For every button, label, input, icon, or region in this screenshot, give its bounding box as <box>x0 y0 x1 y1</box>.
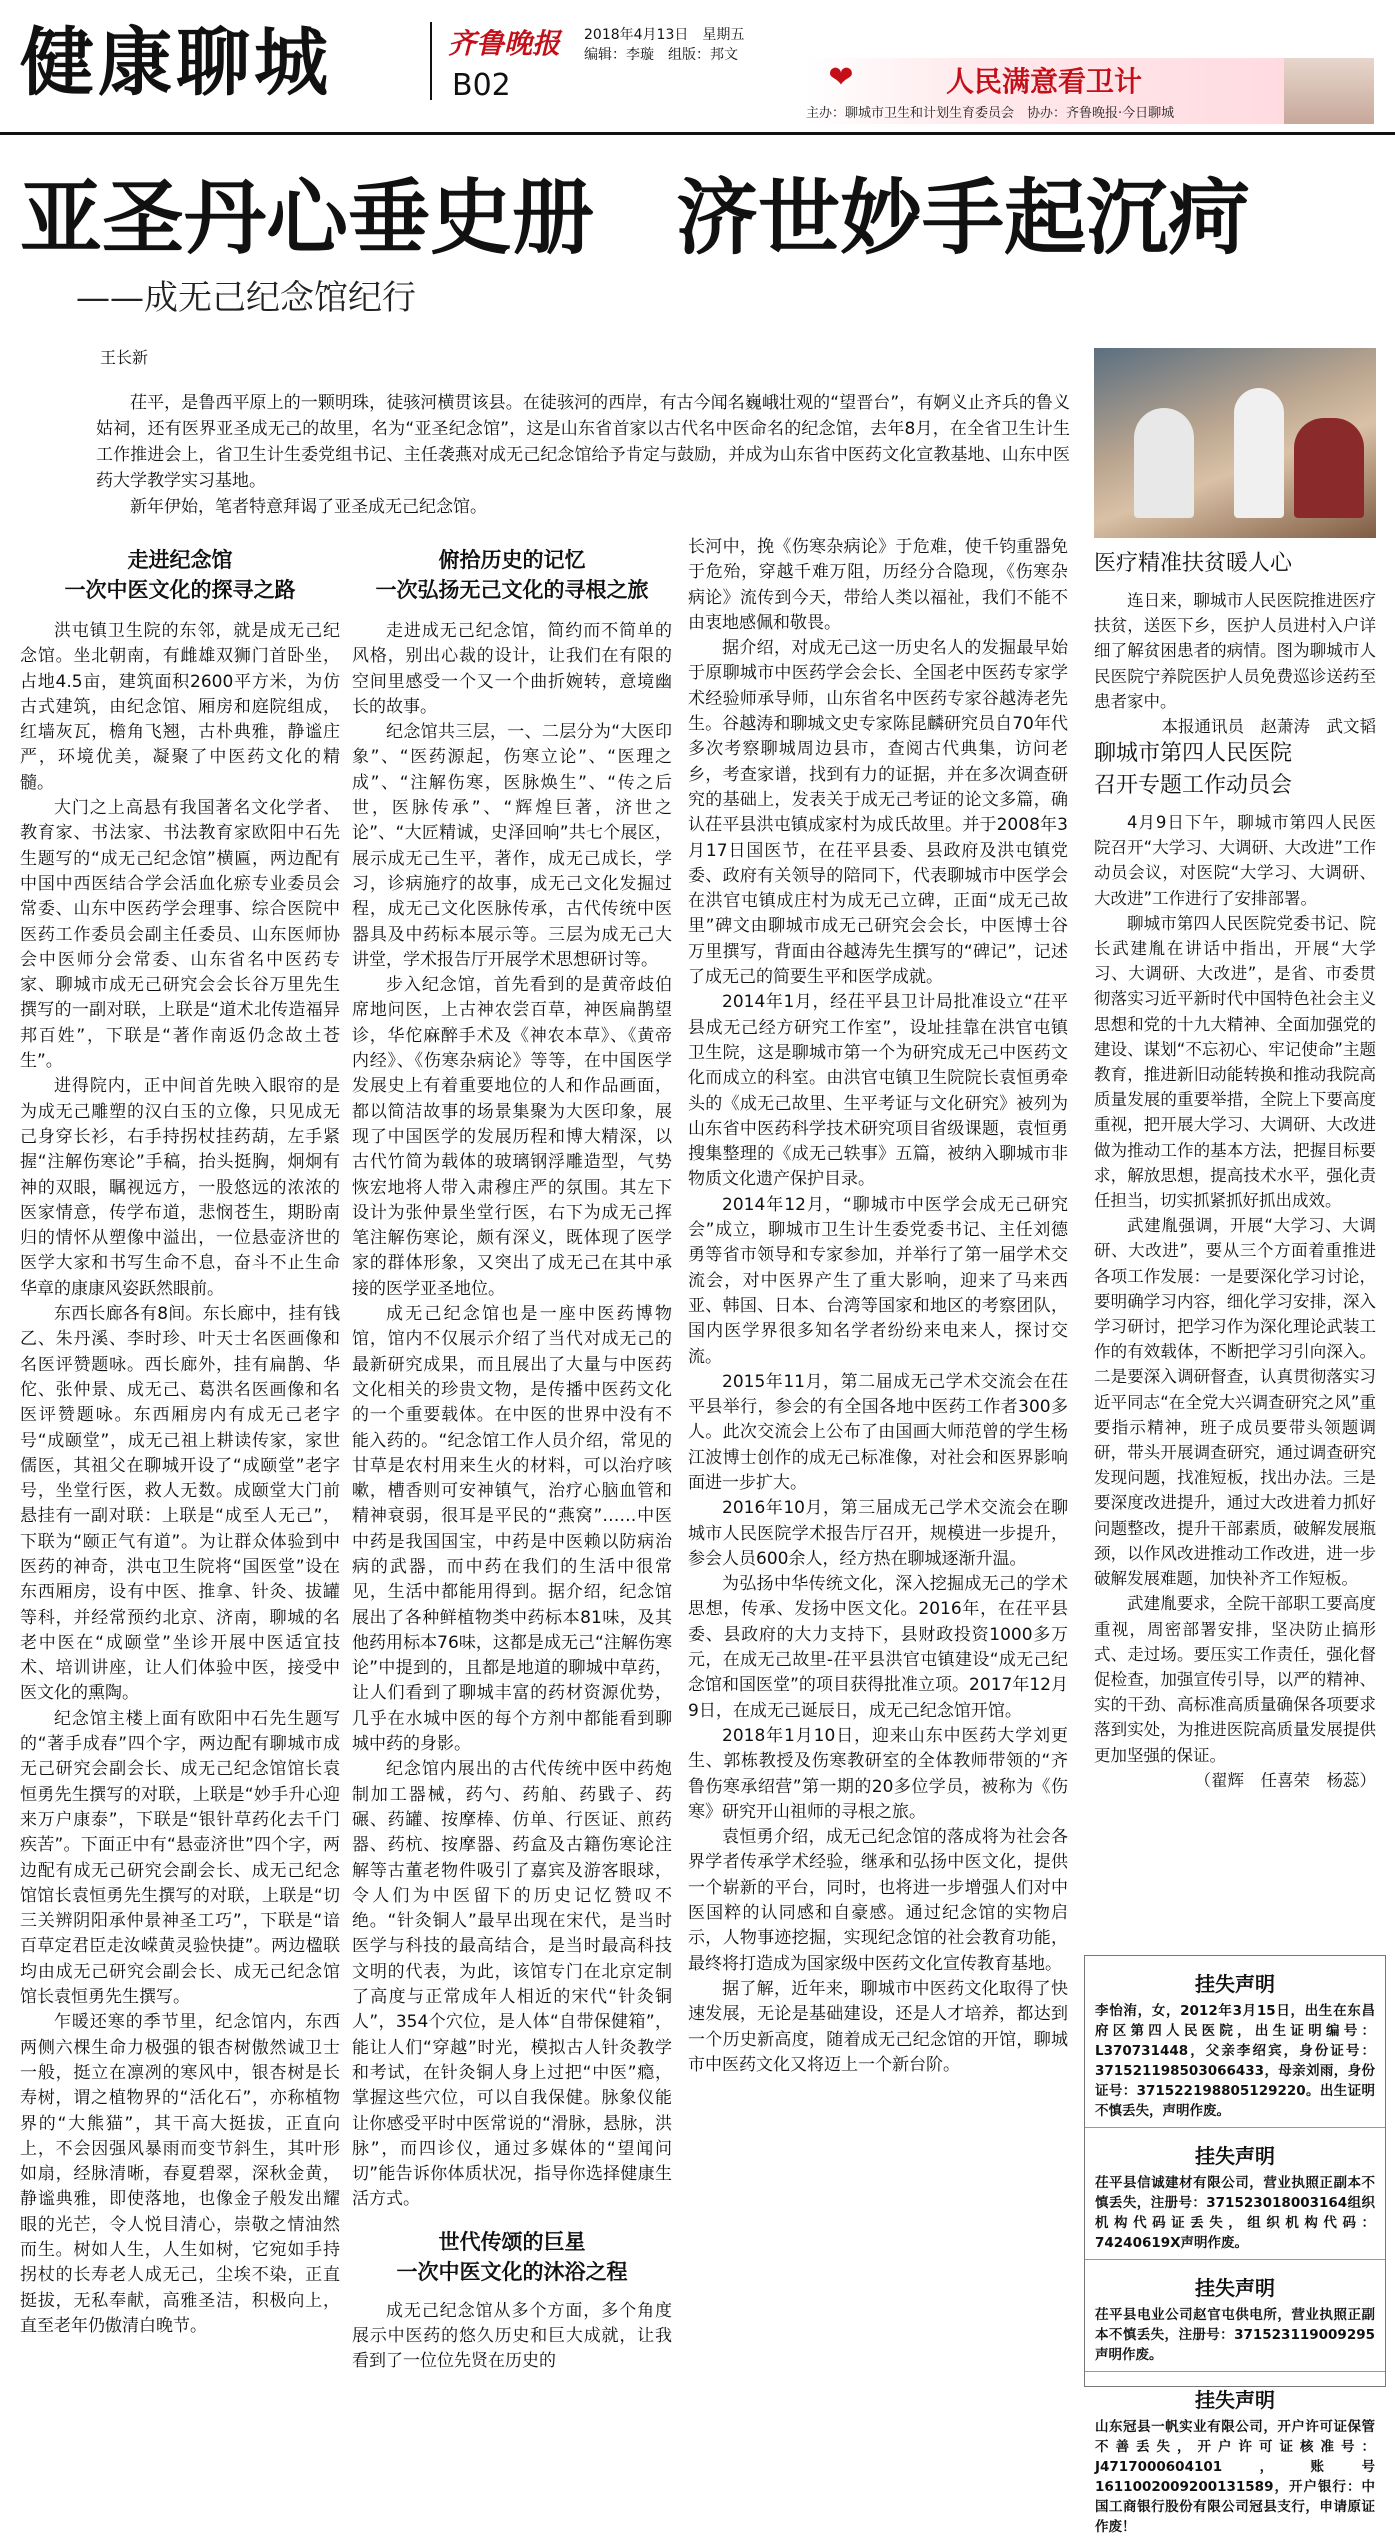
notice-title: 挂失声明 <box>1195 2144 1275 2168</box>
paragraph: 进得院内，正中间首先映入眼帘的是为成无己雕塑的汉白玉的立像，只见成无己身穿长衫，右手持拐杖挂药葫，左手紧握“注解伤寒论”手稿，抬头挺胸，炯炯有神的双眼，瞩视远方，一股悠远的浓浓的医家情意，传学布道，悲悯苍生，期盼南归的情怀从塑像中溢出，一位悬壶济世的医学大家和书写生命不息，奋斗不止生命华章的康康风姿跃然眼前。 <box>20 1076 340 1299</box>
notice-divider <box>1085 2127 1385 2128</box>
notice-divider <box>1085 2371 1385 2372</box>
banner-ad-title: 人民满意看卫计 <box>946 65 1143 98</box>
paper-name: 齐鲁晚报 <box>448 27 561 60</box>
notice-body: 李怡洧，女，2012年3月15日，出生在东昌府区第四人民医院，出生证明编号：L370731448，父亲李绍宾，身份证号：37152119850306​6433，母亲刘雨，身份证号：371522198805129220。出生证明不慎丢失，声明作废。 <box>1095 2003 1375 2119</box>
photo-figure <box>1234 388 1284 518</box>
article-intro <box>96 390 1070 520</box>
sidebar-story-title: 医疗精准扶贫暖人心 <box>1094 551 1293 576</box>
paragraph: 成无己纪念馆也是一座中医药博物馆，馆内不仅展示介绍了当代对成无己的最新研究成果，而且展出了大量与中医药文化相关的珍贵文物，是传播中医药文化的一个重要载体。在中医的世界中没有不能入药的。“纪念馆工作人员介绍，常见的甘草是农村用来生火的材料，可以治疗咳嗽，槽香则可安神镇气，治疗心脑血管和精神衰弱，很耳是平民的“燕窝”……中医中药是我国国宝，中药是中医赖以防病治病的武器，而中药在我们的生活中很常见，生活中都能用得到。据介绍，纪念馆展出了各种鲜植物类中药标本81味，及其他药用标本76味，这都是成无己“注解伤寒论”中提到的，且都是地道的聊城中草药，让人们看到了聊城丰富的药材资源优势，几乎在水城中医的每个方剂中都能看到聊城中药的身影。 <box>352 1304 672 1755</box>
sidebar-story-1 <box>1094 548 1376 739</box>
photo-figure <box>1134 408 1194 518</box>
notice-title: 挂失声明 <box>1195 1972 1275 1996</box>
paragraph: 2015年11月，第二届成无己学术交流会在茌平县举行，参会的有全国各地中医药工作者300多人。此次交流会上公布了由国画大师范曾的学生杨江波博士创作的成无己标准像，对社会和医界影响面进一步扩大。 <box>688 1371 1068 1493</box>
notice-divider <box>1085 2259 1385 2260</box>
sidebar-story-title: 召开专题工作动员会 <box>1094 773 1293 798</box>
paragraph: 洪屯镇卫生院的东邻，就是成无己纪念馆。坐北朝南，有雌雄双狮门首卧坐，占地4.5亩，建筑面积2600平方米，为仿古式建筑，由纪念馆、厢房和庭院组成，红墙灰瓦，檐角飞翘，古朴典雅，静谧庄严，环境优美，凝聚了中医药文化的精髓。 <box>20 621 340 793</box>
banner-ad-sponsor: 主办：聊城市卫生和计划生育委员会 协办：齐鲁晚报·今日聊城 <box>806 106 1175 121</box>
notice-body: 山东冠县一帆实业有限公司，开户许可证保管不善丢失，开户许可证核准号：J4717000604101，账号16110020092001315​89，开户银行：中国工商银行股份有限公司冠县支行，申请原证作废！ <box>1095 2419 1375 2535</box>
paragraph: 2014年12月，“聊城市中医学会成无己研究会”成立，聊城市卫生计生委党委书记、主任刘德勇等省市领导和专家参加，并举行了第一届学术交流会，对中医界产生了重大影响，迎来了马来西亚、韩国、日本、台湾等国家和地区的考察团队，国内医学界很多知名学者纷纷来电来人，探讨交流。 <box>688 1194 1068 1367</box>
paragraph: 走进成无己纪念馆，简约而不简单的风格，别出心裁的设计，让我们在有限的空间里感受一个又一个曲折婉转，意境幽长的故事。 <box>352 621 672 717</box>
paragraph: 据介绍，对成无己这一历史名人的发掘最早始于原聊城市中医药学会会长、全国老中医药专家学术经验师承导师，山东省名中医药专家谷越涛老先生。谷越涛和聊城文史专家陈昆麟研究员自70年代多次考察聊城周边县市，查阅古代典集，访问老乡，考查家谱，找到有力的证据，并在多次调查研究的基础上，发表关于成无己考证的论文多篇，确认茌平县洪屯镇成家村为成氏故里。并于2008年3月17日国医节，在茌平县委、县政府及洪屯镇党委、政府有关领导的陪同下，代表聊城市中医学会在洪官屯镇成庄村为成无己立碑，正面“成无己故里”碑文由聊城市成无己研究会会长，中医博士谷万里撰写，背面由谷越涛先生撰写的“碑记”，记述了成无己的简要生平和医学成就。 <box>688 638 1068 988</box>
article-column-2 <box>352 545 672 2375</box>
paragraph: 成无己纪念馆从多个方面，多个角度展示中医药的悠久历史和巨大成就，让我看到了一位位先贤在历史的 <box>352 2300 672 2372</box>
section-heading: 走进纪念馆 <box>127 547 233 572</box>
author: 王长新 <box>100 348 149 367</box>
issue-date: 2018年4月13日 星期五 <box>584 27 745 43</box>
section-subheading: 一次弘扬无己文化的寻根之旅 <box>375 577 649 602</box>
section-heading: 俯拾历史的记忆 <box>438 547 586 572</box>
notice-title: 挂失声明 <box>1195 2276 1275 2300</box>
paragraph: 大门之上高悬有我国著名文化学者、教育家、书法家、书法教育家欧阳中石先生题写的“成无己纪念馆”横匾，两边配有中国中西医结合学会活血化瘀专业委员会常委、山东中医药学会理事、综合医院中医药工作委员会副主任委员、山东医师协会中医师分会常委、山东省名中医药专家、聊城市成无己研究会会长谷万里先生撰写的一副对联，上联是“道术北传造福异邦百姓”，下联是“著作南返仍念故土苍生”。 <box>20 798 340 1072</box>
section-title: 健康聊城 <box>20 20 332 106</box>
section-heading: 世代传颂的巨星 <box>438 2228 586 2254</box>
paragraph: 纪念馆共三层，一、二层分为“大医印象”、“医药源起，伤寒立论”、“医理之成”、“注解伤寒，医脉焕生”、“传之后世，医脉传承”、“辉煌巨著，济世之论”、“大匠精诚，史泽回响”共七个展区，展示成无己生平，著作，成无己成长，学习，诊病施疗的故事，成无己文化发掘过程，成无己文化医脉传承，古代传统中医器具及中药标本展示等。三层为成无己大讲堂，学术报告厅开展学术思想研讨等。 <box>352 722 672 970</box>
paragraph: 乍暖还寒的季节里，纪念馆内，东西两侧六棵生命力极强的银杏树傲然诚卫士一般，挺立在凛冽的寒风中，银杏树是长寿树，谓之植物界的“活化石”，亦称植物界的“大熊猫”，其干高大挺拔，正直向上，不会因强风暴雨而变节斜生，其叶形如扇，经脉清晰，春夏碧翠，深秋金黄，静谧典雅，即使落地，也像金子般发出耀眼的光芒，令人悦目清心，崇敬之情油然而生。树如人生，人生如树，它宛如手持拐杖的长寿老人成无己，尘埃不染，正直挺拔，无私奉献，高雅圣洁，积极向上，直至老年仍傲清白晚节。 <box>20 2012 340 2336</box>
paragraph: 连日来，聊城市人民医院推进医疗扶贫，送医下乡，医护人员进村入户详细了解贫困患者的病情。图为聊城市人民医院宁养院医护人员免费巡诊送药至患者家中。 <box>1094 591 1376 711</box>
top-rule <box>0 132 1395 135</box>
banner-ad-photo <box>1284 58 1374 124</box>
sidebar-story-2 <box>1094 738 1376 1793</box>
news-photo <box>1094 348 1376 538</box>
paragraph: 纪念馆内展出的古代传统中医中药炮制加工器械，药勺、药舶、药戥子、药碾、药罐、按摩棒、仿单、行医证、煎药器、药杭、按摩器、药盒及古籍伤寒论注解等古董老物件吸引了嘉宾及游客眼球，令人们为中医留下的历史记忆赞叹不绝。“针灸铜人”最早出现在宋代，是当时医学与科技的最高结合，是当时最高科技文明的代表，为此，该馆专门在北京定制了高度与正常成年人相近的宋代“针灸铜人”，354个穴位，是人体“自带保健箱”，能让人们“穿越”时光，模拟古人针灸教学和考试，在针灸铜人身上过把“中医”瘾，掌握这些穴位，可以自我保健。脉象仪能让你感受平时中医常说的“滑脉，悬脉，洪脉”，而四诊仪，通过多媒体的“望闻问切”能告诉你体质状况，指导你选择健康生活方式。 <box>352 1759 672 2210</box>
headline: 亚圣丹心垂史册 济世妙手起沉疴 <box>20 170 1251 266</box>
banner-ad[interactable] <box>806 58 1374 124</box>
credit: （翟辉 任喜荣 杨蕊） <box>1194 1770 1376 1790</box>
paragraph: 据了解，近年来，聊城市中医药文化取得了快速发展，无论是基础建设，还是人才培养，都达到一个历史新高度，随着成无己纪念馆的开馆，聊城市中医药文化又将迈上一个新台阶。 <box>688 1978 1068 2075</box>
sidebar-story-title: 聊城市第四人民医院 <box>1094 741 1293 766</box>
article-column-1 <box>20 545 340 2339</box>
subheadline: ——成无己纪念馆纪行 <box>76 278 416 318</box>
paragraph: 袁恒勇介绍，成无己纪念馆的落成将为社会各界学者传承学术经验，继承和弘扬中医文化，提供一个崭新的平台，同时，也将进一步增强人们对中医国粹的认同感和自豪感。通过纪念馆的实物启示，人物事迹挖掘，实现纪念馆的社会教育功能，最终将打造成为国家级中医药文化宣传教育基地。 <box>688 1827 1068 1974</box>
masthead-divider <box>430 22 432 100</box>
paragraph: 2018年1月10日，迎来山东中医药大学刘更生、郭栋教授及伤寒教研室的全体教师带领的“齐鲁伤寒承绍营”第一期的20多位学员，被称为《伤寒》研究开山祖师的寻根之旅。 <box>688 1725 1068 1822</box>
paragraph: 2014年1月，经茌平县卫计局批准设立“茌平县成无己经方研究工作室”，设址挂靠在洪官屯镇卫生院，这是聊城市第一个为研究成无己中医药文化而成立的科室。由洪官屯镇卫生院院长袁恒勇牵头的《成无己故里、生平考证与文化研究》被列为山东省中医药科学技术研究项目省级课题，袁恒勇搜集整理的《成无己轶事》五篇，被纳入聊城市非物质文化遗产保护目录。 <box>688 992 1068 1190</box>
paragraph: 东西长廊各有8间。东长廊中，挂有钱乙、朱丹溪、李时珍、叶天士名医画像和名医评赞题咏。西长廊外，挂有扁鹊、华佗、张仲景、成无己、葛洪名医画像和名医评赞题咏。东西厢房内有成无己老字号“成颐堂”，成无己祖上耕读传家，家世儒医，其祖父在聊城开设了“成颐堂”老字号，坐堂行医，救人无数。成颐堂大门前悬挂有一副对联：上联是“成至人无己”，下联为“颐正气有道”。为让群众体验到中医药的神奇，洪屯卫生院将“国医堂”设在东西厢房，设有中医、推拿、针灸、拔罐等科，并经常预约北京、济南，聊城的名老中医在“成颐堂”坐诊开展中医适宜技术、培训讲座，让人们体验中医，接受中医文化的熏陶。 <box>20 1304 340 1704</box>
section-subheading: 一次中医文化的沐浴之程 <box>396 2258 628 2284</box>
paragraph: 为弘扬中华传统文化，深入挖掘成无己的学术思想，传承、发扬中医文化。2016年，在茌平县委、县政府的大力支持下，县财政投资1000多万元，在成无己故里-茌平县洪官屯镇建设“成无己纪念馆和国医堂”的项目获得批准立项。2017年12月9日，在成无己诞辰日，成无己纪念馆开馆。 <box>688 1574 1068 1721</box>
article-column-3 <box>688 535 1068 2078</box>
page-number: B02 <box>452 68 511 103</box>
notice-body: 茌平县信诚建材有限公司，营业执照正副本不慎丢失，注册号：371523018003164组织机构代码证丢失，组织机构代码：74240619X声明作废。 <box>1095 2175 1375 2251</box>
paragraph: 2016年10月，第三届成无己学术交流会在聊城市人民医院学术报告厅召开，规模进一步提升，参会人员600余人，经方热在聊城逐渐升温。 <box>688 1498 1068 1569</box>
paragraph: 聊城市第四人民医院党委书记、院长武建胤在讲话中指出，开展“大学习、大调研、大改进”，是省、市委贯彻落实习近平新时代中国特色社会主义思想和党的十九大精神、全面加强党的建设、谋划“不忘初心、牢记使命”主题教育，推进新旧动能转换和推动我院高质量发展的重要举措，全院上下要高度重视，把开展大学习、大调研、大改进做为推动工作的基本方法，把握目标要求，解放思想，提高技术水平，强化责任担当，切实抓紧抓好抓出成效。 <box>1094 913 1376 1211</box>
paragraph: 长河中，挽《伤寒杂病论》于危难，使千钧重器免于危殆，穿越千难万阻，历经分合隐现，《伤寒杂病论》流传到今天，带给人类以福祉，我们不能不由衷地感佩和敬畏。 <box>688 537 1068 633</box>
paragraph: 步入纪念馆，首先看到的是黄帝歧伯席地问医，上古神农尝百草，神医扁鹊望诊，华佗麻醉手术及《神农本草》、《黄帝内经》、《伤寒杂病论》等等，在中国医学发展史上有着重要地位的人和作品画面，都以简洁故事的场景集聚为大医印象，展现了中国医学的发展历程和博大精深，以古代竹简为载体的玻璃钢浮雕造型，气势恢宏地将人带入肃穆庄严的氛围。其左下设计为张仲景坐堂行医，右下为成无己挥笔注解伤寒论，颇有深义，既体现了医学家的群体形象，又突出了成无己在其中承接的医学亚圣地位。 <box>352 975 672 1299</box>
paragraph: 纪念馆主楼上面有欧阳中石先生题写的“著手成春”四个字，两边配有聊城市成无己研究会副会长、成无己纪念馆馆长袁恒勇先生撰写的对联，上联是“妙手升心迎来万户康泰”，下联是“银针草药化去千门疾苦”。下面正中有“悬壶济世”四个字，两边配有成无己研究会副会长、成无己纪念馆馆长袁恒勇先生撰写的对联，上联是“切三关辨阴阳承仲景神圣工巧”，下联是“谙百草定君臣走汝嵘黄灵验快捷”。两边楹联均由成无己研究会副会长、成无己纪念馆馆长袁恒勇先生撰写。 <box>20 1708 340 2008</box>
notice-body: 茌平县电业公司赵官屯供电所，营业执照正副本不慎丢失，注册号：371523119009295声明作废。 <box>1095 2307 1375 2363</box>
paragraph: 武建胤强调，开展“大学习、大调研、大改进”，要从三个方面着重推进各项工作发展：一是要深化学习讨论，要明确学习内容，细化学习安排，深入学习研讨，把学习作为深化理论武装工作的有效载体，不断把学习引向深入。二是要深入调研督查，认真贯彻落实习近平同志“在全党大兴调查研究之风”重要指示精神，班子成员要带头领题调研，带头开展调查研究，通过调查研究发现问题，找准短板，找出办法。三是要深度改进提升，通过大改进着力抓好问题整改，提升干部素质，破解发展瓶颈，以作风改进推动工作改进，进一步破解发展难题，加快补齐工作短板。 <box>1094 1216 1376 1589</box>
credit: 本报通讯员 赵萧涛 武文韬 <box>1161 717 1376 737</box>
paragraph: 4月9日下午，聊城市第四人民医院召开“大学习、大调研、大改进”工作动员会议，对医院“大学习、大调研、大改进”工作进行了安排部署。 <box>1094 813 1376 908</box>
photo-figure <box>1294 418 1364 518</box>
heart-icon: ❤ <box>828 60 854 95</box>
lost-notices-box <box>1084 1955 1386 2535</box>
notice-title: 挂失声明 <box>1195 2388 1275 2412</box>
intro-paragraph: 新年伊始，笔者特意拜谒了亚圣成无己纪念馆。 <box>130 497 487 517</box>
paragraph: 武建胤要求，全院干部职工要高度重视，周密部署安排，坚决防止搞形式、走过场。要压实工作责任，强化督促检查，加强宣传引导，以严的精神、实的干劲、高标准高质量确保各项要求落到实处，为推进医院高质量发展提供更加坚强的保证。 <box>1094 1594 1376 1765</box>
intro-paragraph: 茌平，是鲁西平原上的一颗明珠，徒骇河横贯该县。在徒骇河的西岸，有古今闻名巍峨壮观的“望晋台”，有婀义止齐兵的鲁义姑祠，还有医界亚圣成无己的故里，名为“亚圣纪念馆”，这是山东省首家以古代名中医命名的纪念馆，去年8月，在全省卫生计生工作推进会上，省卫生计生委党组书记、主任袭燕对成无己纪念馆给予肯定与鼓励，并成为山东省中医药文化宣教基地、山东中医药大学教学实习基地。 <box>96 393 1070 491</box>
section-subheading: 一次中医文化的探寻之路 <box>64 577 296 602</box>
editors: 编辑：李璇 组版：邦文 <box>584 47 738 63</box>
